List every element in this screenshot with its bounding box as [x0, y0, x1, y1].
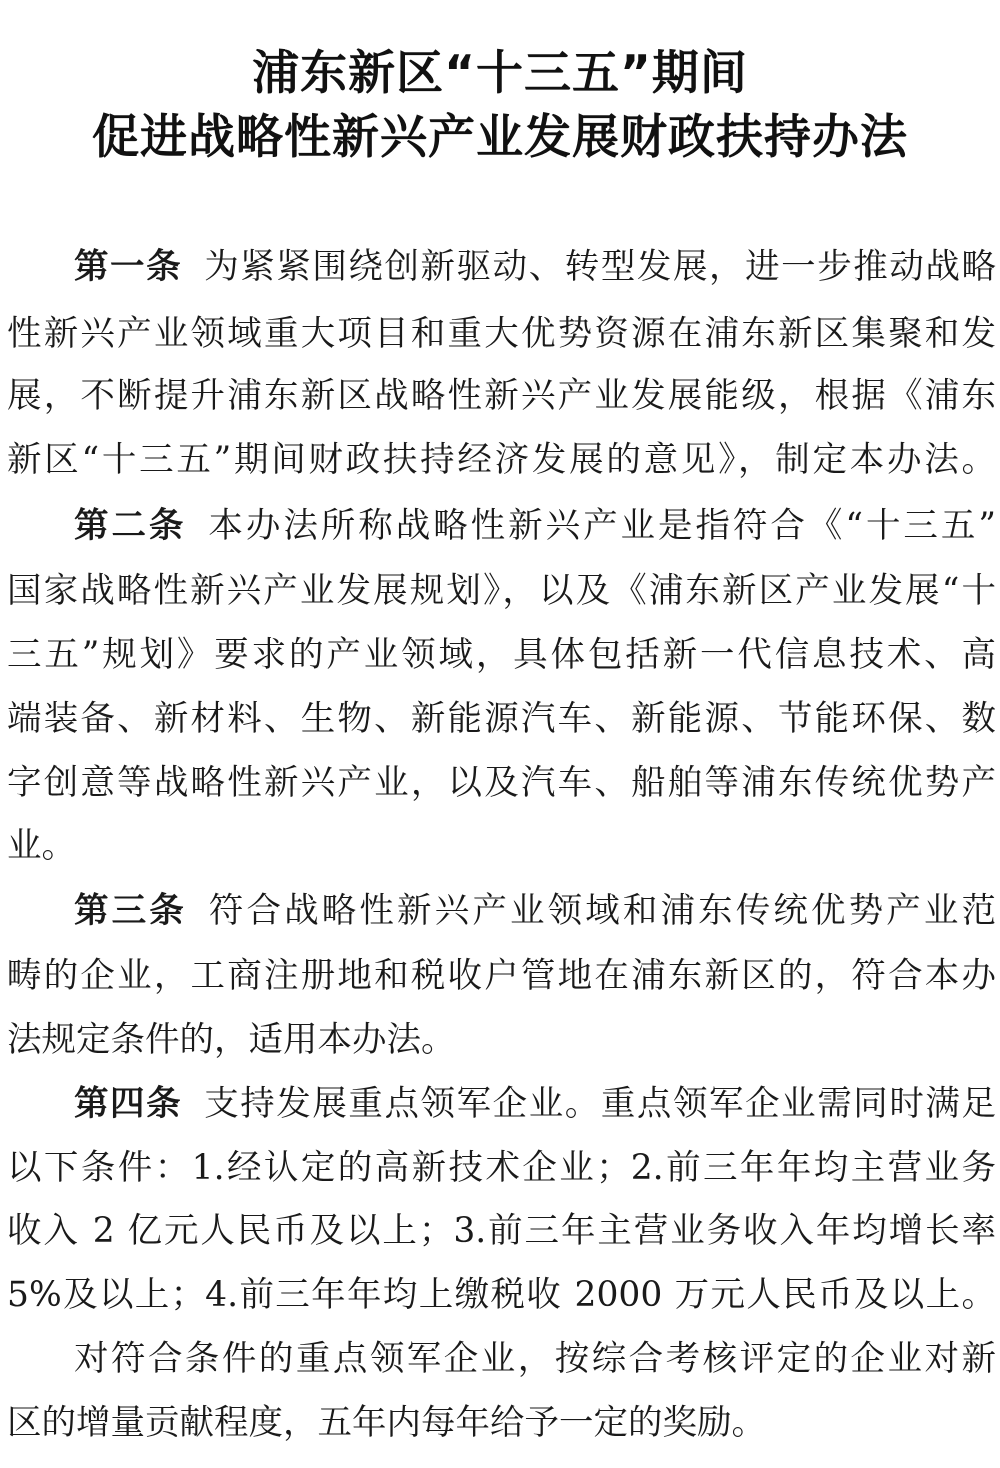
article-3-line-1: [0, 880, 1000, 942]
article-3-line-2: 畴的企业，工商注册地和税收户管地在浦东新区的，符合本办: [7, 956, 996, 996]
article-3-text-1: 符合战略性新兴产业领域和浦东传统优势产业范: [208, 891, 997, 931]
document-title-line-1: 浦东新区“十三五”期间: [252, 46, 748, 101]
article-3-label: 第三条: [74, 891, 187, 931]
article-4-line-3: 收入 2 亿元人民币及以上；3.前三年主营业务收入年均增长率: [7, 1211, 996, 1251]
paragraph-line-2: 区的增量贡献程度，五年内每年给予一定的奖励。: [7, 1403, 766, 1443]
article-2-line-2: 国家战略性新兴产业发展规划》，以及《浦东新区产业发展“十: [7, 571, 996, 611]
article-1-line-1: [0, 236, 1000, 298]
article-2-line-6: 业。: [7, 826, 76, 866]
article-1-line-3: 展，不断提升浦东新区战略性新兴产业发展能级，根据《浦东: [7, 376, 996, 416]
article-2-line-3: 三五”规划》要求的产业领域，具体包括新一代信息技术、高: [7, 635, 996, 675]
article-1-line-4: 新区“十三五”期间财政扶持经济发展的意见》，制定本办法。: [7, 440, 996, 480]
document-title-line-2: 促进战略性新兴产业发展财政扶持办法: [92, 110, 908, 165]
article-1-text-1: 为紧紧围绕创新驱动、转型发展，进一步推动战略: [204, 247, 996, 287]
paragraph-line-1: 对符合条件的重点领军企业，按综合考核评定的企业对新: [74, 1339, 996, 1379]
article-4-line-4: 5%及以上；4.前三年年均上缴税收 2000 万元人民币及以上。: [7, 1275, 996, 1315]
article-2-text-1: 本办法所称战略性新兴产业是指符合《“十三五”: [208, 506, 996, 546]
article-1-line-2: 性新兴产业领域重大项目和重大优势资源在浦东新区集聚和发: [7, 314, 996, 354]
article-4-line-2: 以下条件：1.经认定的高新技术企业；2.前三年年均主营业务: [7, 1148, 996, 1188]
article-3-line-3: 法规定条件的，适用本办法。: [7, 1020, 456, 1060]
article-2-line-1: [0, 495, 1000, 557]
article-4-line-1: [0, 1073, 1000, 1135]
article-4-label: 第四条: [74, 1084, 183, 1124]
article-2-line-5: 字创意等战略性新兴产业，以及汽车、船舶等浦东传统优势产: [7, 763, 996, 803]
article-2-line-4: 端装备、新材料、生物、新能源汽车、新能源、节能环保、数: [7, 699, 996, 739]
article-1-label: 第一条: [74, 247, 183, 287]
article-4-text-1: 支持发展重点领军企业。重点领军企业需同时满足: [204, 1084, 996, 1124]
article-2-label: 第二条: [74, 506, 187, 546]
